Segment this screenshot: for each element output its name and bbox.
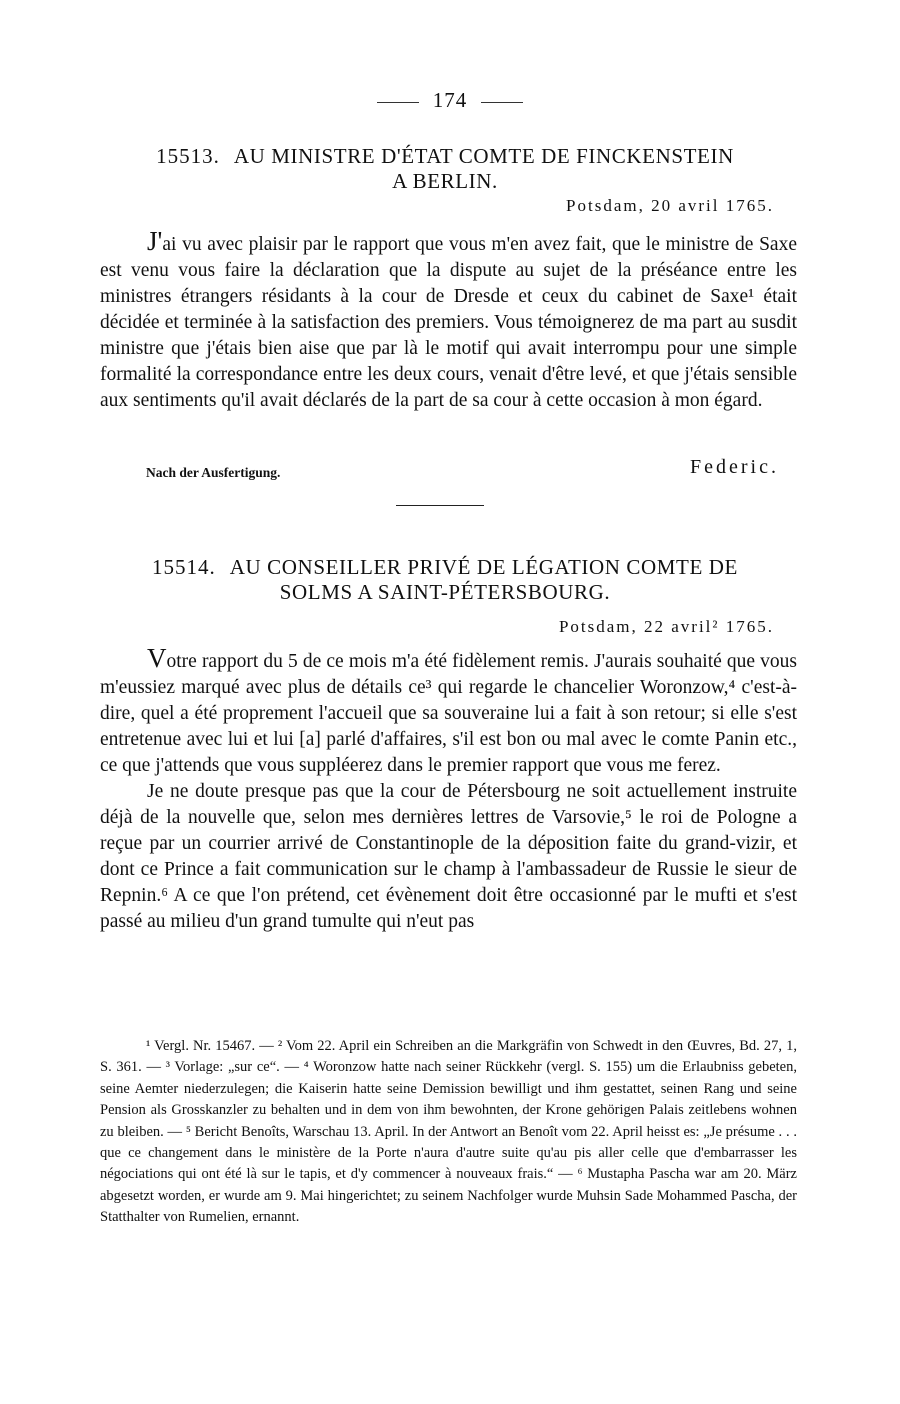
letter-dateline <box>566 196 774 216</box>
footnotes <box>100 1036 797 1229</box>
paragraph: Votre rapport du 5 de ce mois m'a été fidèlement remis. J'aurais souhaité que vous m'eussiez marqué avec plus de détails ce³ qui regarde le chancelier Woronzow,⁴ c'est-à-dire, quel a été proprement l'accueil que sa souveraine lui a fait à son retour; si elle s'est entretenue avec lui et lui [a] parlé d'affaires, s'il est bon ou mal avec le comte Panin etc., ce que j'attends que vous suppléerez dans le premier rapport que vous me ferez. <box>100 643 797 776</box>
signature: Federic. <box>690 456 779 478</box>
letter-heading-line: 15514. AU CONSEILLER PRIVÉ DE LÉGATION COMTE DE <box>152 555 738 579</box>
letter-dateline <box>559 617 774 637</box>
footnote-block: ¹ Vergl. Nr. 15467. — ² Vom 22. April ein Schreiben an die Markgräfin von Schwedt in den Œuvres, Bd. 27, 1, S. 361. — ³ Vorlage: „sur ce“. — ⁴ Woronzow hatte nach seiner Rückkehr (vergl. S. 155) um die Erlaubniss gebeten, seine Aemter niederzulegen; die Kaiserin hatte seine Demission bewilligt und ihm gestattet, seinen Rang und seine Pension als Grosskanzler zu behalten und in dem von ihm bewohnten, der Krone gehörigen Palais zeitlebens wohnen zu bleiben. — ⁵ Bericht Benoîts, Warschau 13. April. In der Antwort an Benoît vom 22. April heisst es: „Je présume . . . que ce changement dans le ministère de la Porte n'aura d'autre suite qu'au pis aller celle que d'embarrasser les négociations qui ont été là sur le tapis, et d'y commencer à nouveaux frais.“ — ⁶ Mustapha Pascha war am 20. März abgesetzt worden, er wurde am 9. Mai hingerichtet; zu seinem Nachfolger wurde Muhsin Sade Mohammed Pascha, der Statthalter von Rumelien, ernannt. <box>100 1038 797 1226</box>
letter-heading-line: 15513. AU MINISTRE D'ÉTAT COMTE DE FINCKENSTEIN <box>156 144 734 168</box>
letter-heading <box>100 555 790 605</box>
page-number: 174 <box>0 88 900 113</box>
letter-number: 15514. <box>152 555 216 579</box>
page-number-rule-left <box>377 102 419 103</box>
paragraph: J'ai vu avec plaisir par le rapport que vous m'en avez fait, que le ministre de Saxe est venu vous faire la déclaration que la dispute au sujet de la préséance entre les ministres étrangers résidants à la cour de Dresde et ceux du cabinet de Saxe¹ était décidée et terminée à la satisfaction des premiers. Vous témoignerez de ma part au susdit ministre que j'étais bien aise que par là le motif qui avait interrompu pour une simple formalité la correspondance entre les deux cours, venait d'être levé, et que j'étais sensible aux sentiments qu'il avait déclarés de la part de sa cour à cette occasion à mon égard. <box>100 226 797 411</box>
letter-heading-line: A BERLIN. <box>392 169 498 193</box>
letter-body <box>100 645 797 935</box>
dateline-place: Potsdam <box>566 196 639 215</box>
page-number-rule-right <box>481 102 523 103</box>
letter-heading <box>100 144 790 194</box>
letter-number: 15513. <box>156 144 220 168</box>
section-divider <box>396 505 484 506</box>
source-note: Nach der Ausfertigung. <box>146 465 281 480</box>
dateline-date: , 20 avril 1765. <box>638 196 774 215</box>
dateline-date: , 22 avril² 1765. <box>631 617 774 636</box>
letter-body <box>100 228 797 414</box>
letter-heading-line: SOLMS A SAINT-PÉTERSBOURG. <box>279 580 611 604</box>
paragraph: Je ne doute presque pas que la cour de Pétersbourg ne soit actuellement instruite déjà de la nouvelle que, selon mes dernières lettres de Varsovie,⁵ le roi de Pologne a reçue par un courrier arrivé de Constantinople de la déposition faite du grand-vizir, et dont ce Prince a fait communication sur le champ à l'ambassadeur de Russie le sieur de Repnin.⁶ A ce que l'on prétend, cet évènement doit être occasionné par le mufti et s'est passé au milieu d'un grand tumulte qui n'eut pas <box>100 781 797 932</box>
dateline-place: Potsdam <box>558 617 632 636</box>
